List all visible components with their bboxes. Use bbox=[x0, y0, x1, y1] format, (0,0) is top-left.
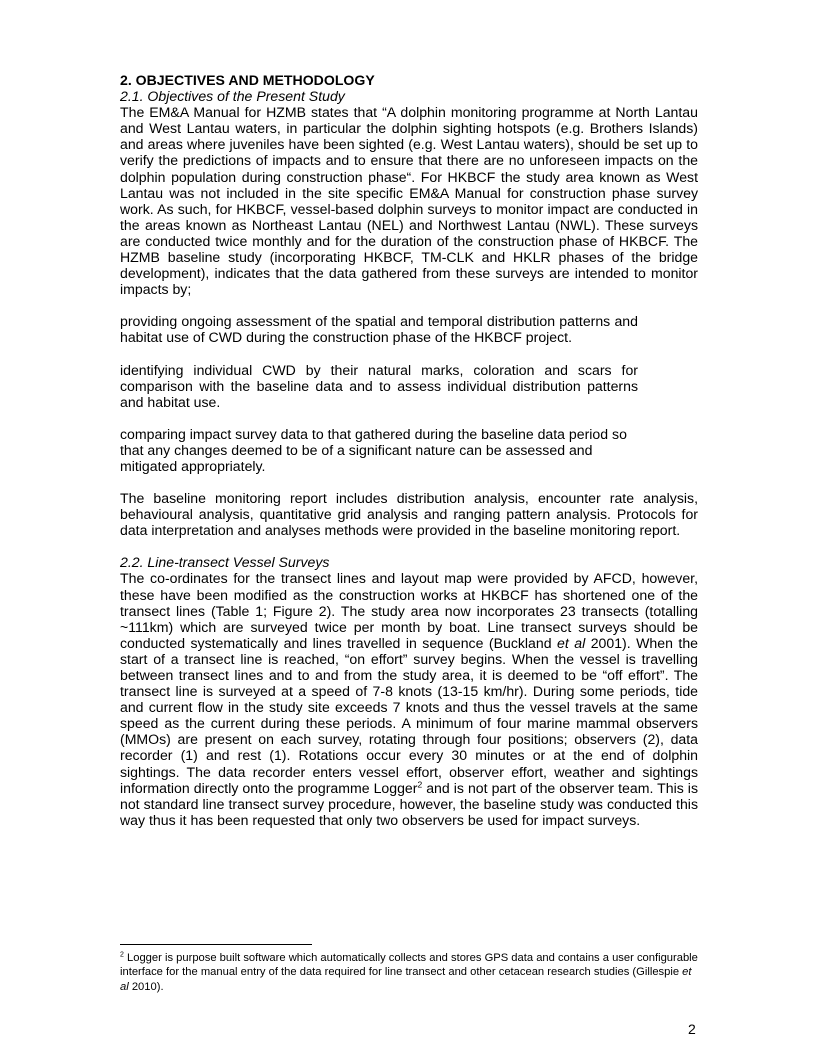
footnote-text-1: Logger is purpose built software which automatically collects and stores GPS data and contains a user configurable interface for the manual entry of the data required for line transect and other cetacean research studies (Gillespie bbox=[120, 952, 698, 979]
survey-text-italic: et al bbox=[557, 634, 586, 651]
footnote-italic: et al bbox=[120, 966, 692, 993]
survey-paragraph bbox=[120, 570, 698, 828]
section-heading: 2. OBJECTIVES AND METHODOLOGY bbox=[120, 72, 375, 88]
footnote-marker: 2 bbox=[120, 951, 124, 959]
baseline-paragraph: The baseline monitoring report includes distribution analysis, encounter rate analysis, behavioural analysis, quantitative grid analysis and ranging pattern analysis. Protocols for data interpretation and analyses methods were provided in the baseline monitoring report. bbox=[120, 490, 698, 539]
document-body bbox=[120, 72, 698, 828]
survey-text-part-2: 2001). When the start of a transect line is reached, “on effort” survey begins. When the vessel is travelling between transect lines and to and from the study area, it is deemed to be “off effort”. The transect line is surveyed at a speed of 7-8 knots (13-15 km/hr). During some periods, tide and current flow in the study site exceeds 7 knots and thus the vessel travels at the same speed as the current during these periods. A minimum of four marine mammal observers (MMOs) are present on each survey, rotating through four positions; observers (2), data recorder (1) and rest (1). Rotations occur every 30 minutes or at the end of dolphin sightings. The data recorder enters vessel effort, observer effort, weather and sightings information directly onto the programme Logger bbox=[120, 634, 699, 796]
list-item: comparing impact survey data to that gathered during the baseline data period so that any changes deemed to be of a significant nature can be assessed and mitigated appropriately. bbox=[120, 425, 627, 474]
survey-text-part-3: and is not part of the observer team. This is not standard line transect survey procedure, however, the baseline study was conducted this way thus it has been requested that only two observers be used for impact surveys. bbox=[120, 779, 698, 828]
subsection-heading-objectives: 2.1. Objectives of the Present Study bbox=[120, 88, 345, 105]
survey-text-part-1: The co-ordinates for the transect lines and layout map were provided by AFCD, however, these have been modified as the construction works at HKBCF has shortened one of the transect lines (Table 1; Figure 2). The study area now incorporates 23 transects (totalling ~111km) which are surveyed twice per month by boat. Line transect surveys should be conducted systematically and lines travelled in sequence (Buckland bbox=[120, 570, 698, 651]
intro-paragraph: The EM&A Manual for HZMB states that “A dolphin monitoring programme at North Lantau and West Lantau waters, in particular the dolphin sighting hotspots (e.g. Brothers Islands) and areas where juveniles have been sighted (e.g. West Lantau waters), should be set up to verify the predictions of impacts and to ensure that there are no unforeseen impacts on the dolphin population during construction phase“. For HKBCF the study area known as West Lantau was not included in the site specific EM&A Manual for construction phase survey work. As such, for HKBCF, vessel-based dolphin surveys to monitor impact are conducted in the areas known as Northeast Lantau (NEL) and Northwest Lantau (NWL). These surveys are conducted twice monthly and for the duration of the construction phase of HKBCF. The HZMB baseline study (incorporating HKBCF, TM-CLK and HKLR phases of the bridge development), indicates that the data gathered from these surveys are intended to monitor impacts by; bbox=[120, 104, 698, 298]
page-number: 2 bbox=[688, 1021, 696, 1037]
list-item: identifying individual CWD by their natural marks, coloration and scars for comparison with the baseline data and to assess individual distribution patterns and habitat use. bbox=[120, 361, 638, 410]
list-item: providing ongoing assessment of the spatial and temporal distribution patterns and habitat use of CWD during the construction phase of the HKBCF project. bbox=[120, 313, 638, 346]
footnote-reference[interactable]: 2 bbox=[417, 778, 423, 789]
subsection-heading-surveys: 2.2. Line-transect Vessel Surveys bbox=[120, 554, 330, 571]
footnote-text-2: 2010). bbox=[128, 980, 164, 993]
footnote bbox=[120, 951, 700, 994]
footnote-divider bbox=[120, 944, 312, 945]
